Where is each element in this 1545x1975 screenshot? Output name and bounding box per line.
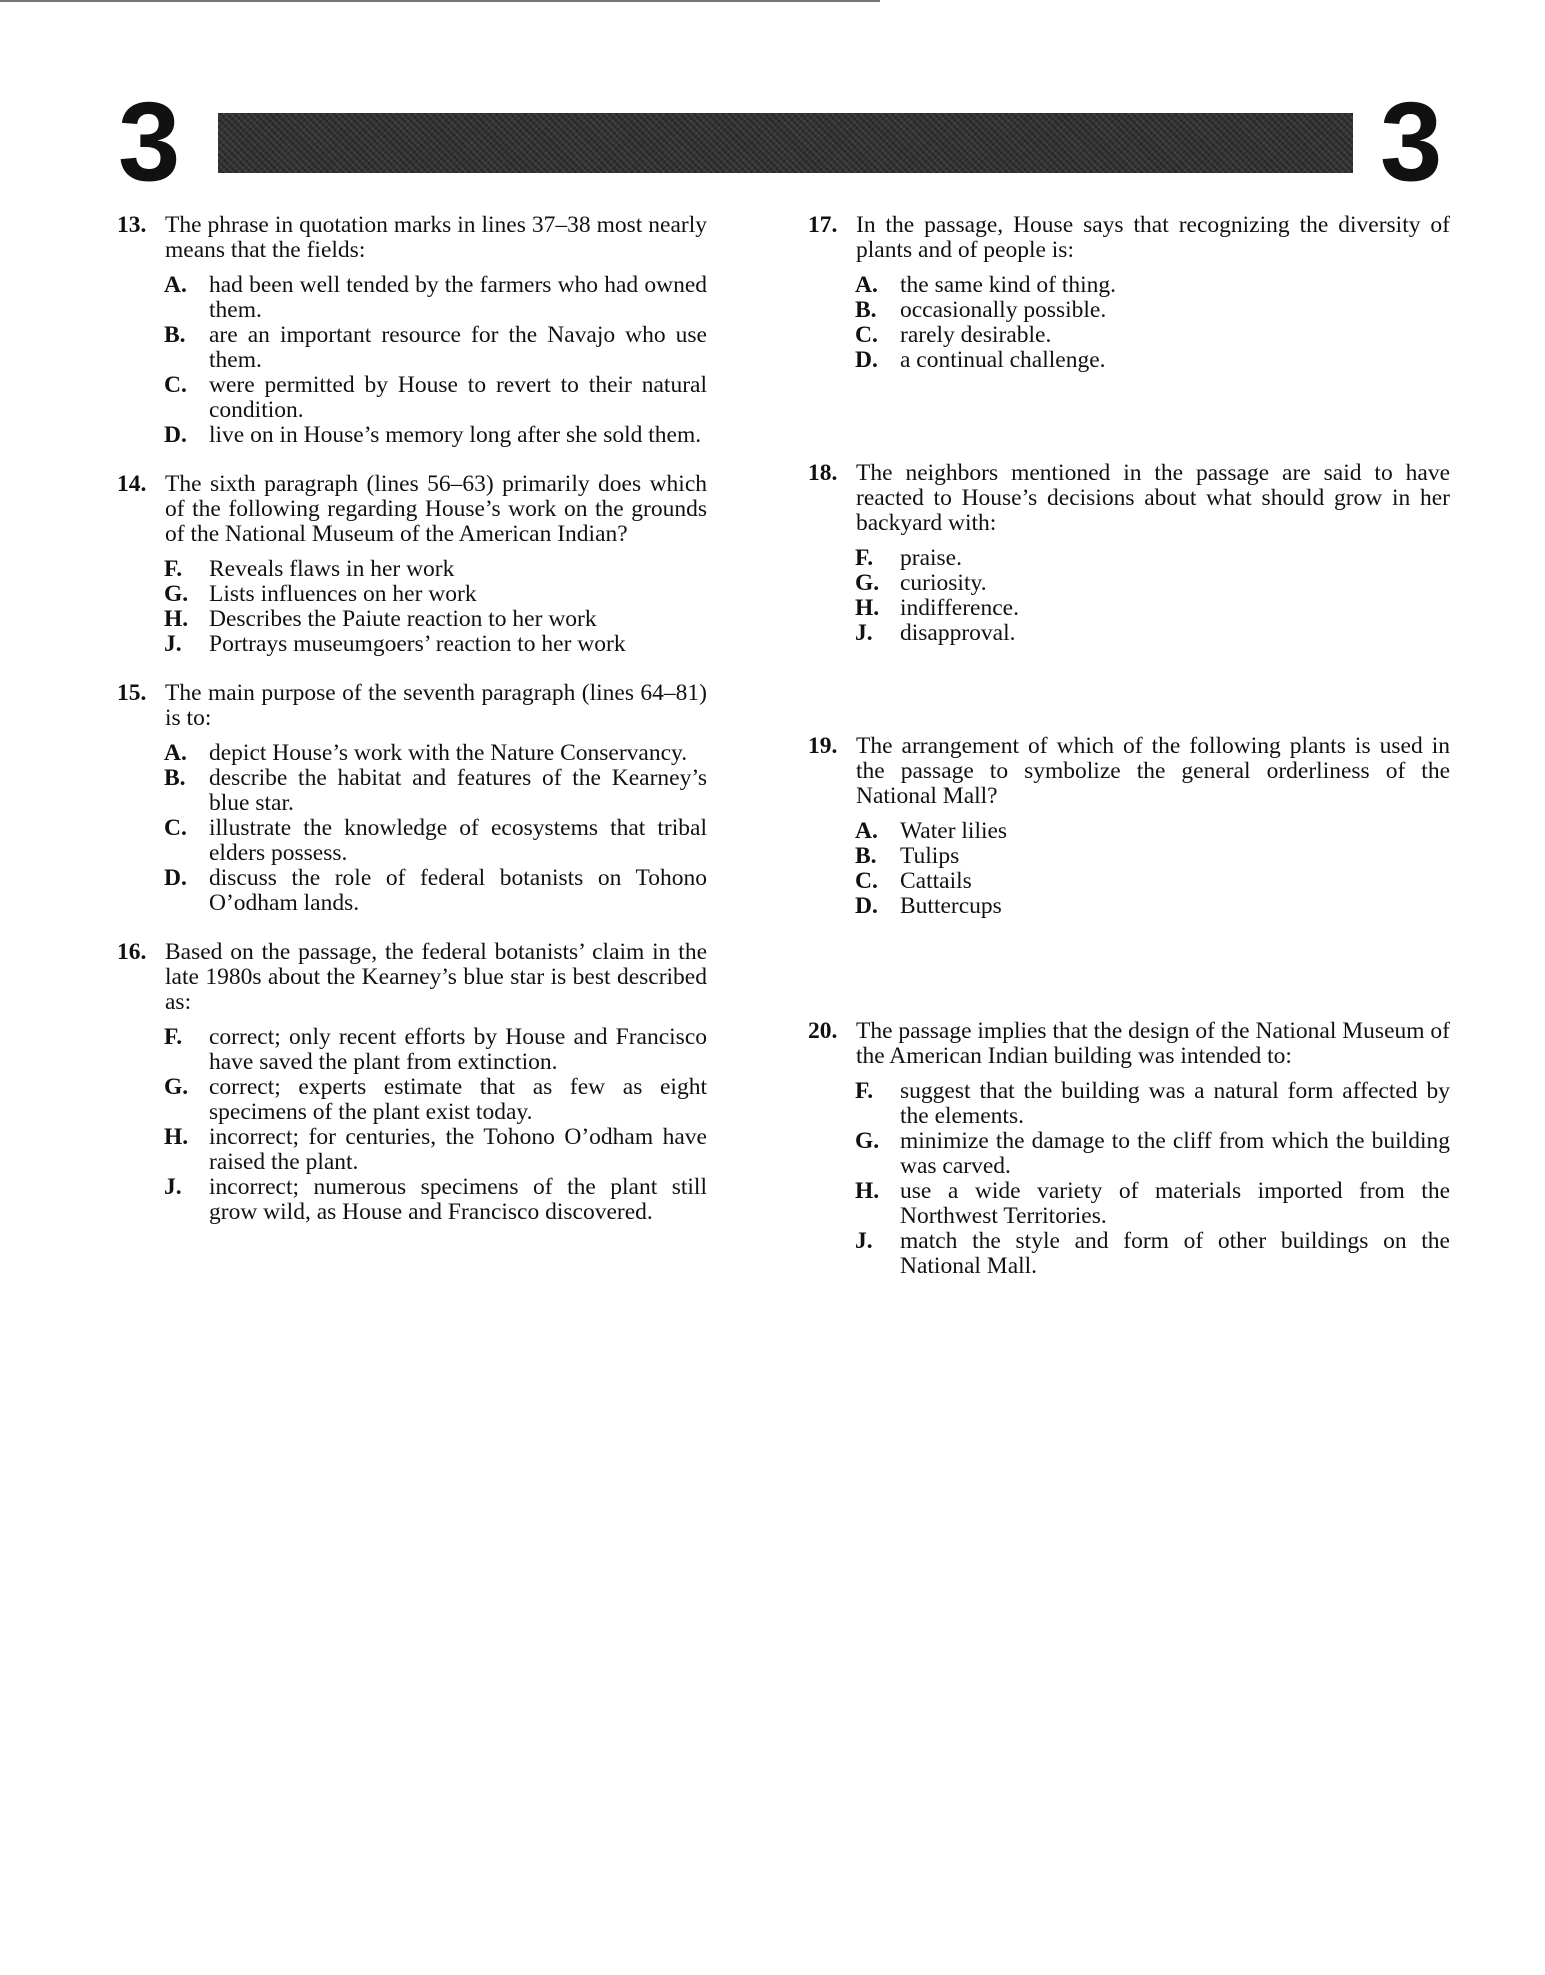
- option-text: suggest that the building was a natural form affected by the elements.: [900, 1078, 1450, 1129]
- option-letter: C.: [855, 868, 878, 894]
- question-19: [808, 734, 1450, 919]
- question-text: Based on the passage, the federal botanists’ claim in the late 1980s about the Kearney’s blue star is best described as:: [165, 939, 707, 1015]
- question-14: [117, 472, 707, 657]
- option-letter: G.: [164, 1074, 189, 1100]
- answer-option: [855, 1179, 1450, 1229]
- answer-options: [117, 741, 707, 916]
- question-text: The arrangement of which of the following plants is used in the passage to symbolize the general orderliness of the National Mall?: [856, 733, 1450, 809]
- option-text: the same kind of thing.: [900, 272, 1117, 298]
- question-13: [117, 213, 707, 448]
- answer-options: [808, 1079, 1450, 1279]
- option-letter: D.: [855, 347, 878, 373]
- question-17: [808, 213, 1450, 373]
- answer-options: [117, 273, 707, 448]
- option-letter: B.: [855, 843, 877, 869]
- answer-option: [855, 621, 1450, 646]
- top-rule: [0, 0, 880, 2]
- option-letter: B.: [164, 765, 186, 791]
- option-letter: A.: [164, 272, 187, 298]
- answer-option: [164, 423, 707, 448]
- answer-option: [164, 1025, 707, 1075]
- section-number-left: 3: [118, 79, 181, 204]
- question-stem: [117, 940, 707, 1015]
- option-letter: D.: [164, 865, 187, 891]
- answer-option: [164, 816, 707, 866]
- option-letter: G.: [855, 570, 880, 596]
- option-letter: H.: [164, 1124, 189, 1150]
- answer-option: [855, 323, 1450, 348]
- answer-option: [855, 298, 1450, 323]
- option-text: Buttercups: [900, 893, 1002, 919]
- answer-option: [164, 1125, 707, 1175]
- answer-options: [808, 546, 1450, 646]
- option-text: occasionally possible.: [900, 297, 1107, 323]
- question-stem: [808, 213, 1450, 263]
- question-text: The passage implies that the design of the National Museum of the American Indian building was intended to:: [856, 1018, 1450, 1069]
- answer-option: [164, 741, 707, 766]
- answer-option: [855, 273, 1450, 298]
- option-letter: F.: [164, 556, 183, 582]
- answer-option: [855, 571, 1450, 596]
- option-text: match the style and form of other buildings on the National Mall.: [900, 1228, 1450, 1279]
- answer-option: [164, 373, 707, 423]
- option-letter: A.: [164, 740, 187, 766]
- option-letter: B.: [164, 322, 186, 348]
- question-text: The phrase in quotation marks in lines 37–38 most nearly means that the fields:: [165, 212, 707, 263]
- option-text: Tulips: [900, 843, 960, 869]
- option-text: a continual challenge.: [900, 347, 1106, 373]
- right-column: [808, 213, 1450, 1279]
- question-number: 15.: [117, 680, 147, 706]
- answer-option: [164, 607, 707, 632]
- answer-option: [855, 546, 1450, 571]
- option-letter: H.: [855, 595, 880, 621]
- answer-options: [808, 819, 1450, 919]
- answer-option: [855, 348, 1450, 373]
- option-letter: D.: [164, 422, 187, 448]
- answer-option: [164, 557, 707, 582]
- question-text: The main purpose of the seventh paragraph (lines 64–81) is to:: [165, 680, 707, 731]
- answer-option: [855, 1079, 1450, 1129]
- option-text: disapproval.: [900, 620, 1016, 646]
- option-text: praise.: [900, 545, 962, 571]
- section-header-bar: [218, 113, 1353, 173]
- answer-option: [164, 1175, 707, 1225]
- answer-option: [855, 819, 1450, 844]
- option-letter: A.: [855, 272, 878, 298]
- option-text: discuss the role of federal botanists on Tohono O’odham lands.: [209, 865, 707, 916]
- question-20: [808, 1019, 1450, 1279]
- question-stem: [117, 681, 707, 731]
- question-stem: [117, 213, 707, 263]
- option-text: curiosity.: [900, 570, 987, 596]
- option-letter: C.: [855, 322, 878, 348]
- answer-option: [164, 323, 707, 373]
- option-text: correct; experts estimate that as few as eight specimens of the plant exist today.: [209, 1074, 707, 1125]
- option-text: rarely desirable.: [900, 322, 1052, 348]
- option-text: incorrect; numerous specimens of the plant still grow wild, as House and Francisco discovered.: [209, 1174, 707, 1225]
- option-letter: J.: [164, 1174, 182, 1200]
- question-number: 13.: [117, 212, 147, 238]
- option-letter: B.: [855, 297, 877, 323]
- answer-option: [855, 869, 1450, 894]
- question-text: The neighbors mentioned in the passage are said to have reacted to House’s decisions about what should grow in her backyard with:: [856, 460, 1450, 536]
- option-letter: G.: [164, 581, 189, 607]
- option-text: indifference.: [900, 595, 1019, 621]
- answer-options: [117, 557, 707, 657]
- question-text: In the passage, House says that recognizing the diversity of plants and of people is:: [856, 212, 1450, 263]
- answer-option: [164, 273, 707, 323]
- answer-option: [164, 632, 707, 657]
- option-text: Cattails: [900, 868, 972, 894]
- option-text: describe the habitat and features of the Kearney’s blue star.: [209, 765, 707, 816]
- question-stem: [117, 472, 707, 547]
- option-letter: D.: [855, 893, 878, 919]
- option-letter: H.: [164, 606, 189, 632]
- question-number: 17.: [808, 212, 838, 238]
- question-stem: [808, 734, 1450, 809]
- question-16: [117, 940, 707, 1225]
- answer-option: [164, 582, 707, 607]
- question-number: 14.: [117, 471, 147, 497]
- option-text: depict House’s work with the Nature Conservancy.: [209, 740, 688, 766]
- option-letter: J.: [164, 631, 182, 657]
- answer-options: [117, 1025, 707, 1225]
- option-letter: H.: [855, 1178, 880, 1204]
- option-letter: F.: [855, 1078, 874, 1104]
- answer-option: [855, 596, 1450, 621]
- question-number: 19.: [808, 733, 838, 759]
- option-text: Reveals flaws in her work: [209, 556, 455, 582]
- option-letter: G.: [855, 1128, 880, 1154]
- option-text: live on in House’s memory long after she sold them.: [209, 422, 702, 448]
- option-text: had been well tended by the farmers who had owned them.: [209, 272, 707, 323]
- section-number-right: 3: [1380, 79, 1443, 204]
- option-text: use a wide variety of materials imported from the Northwest Territories.: [900, 1178, 1450, 1229]
- option-letter: J.: [855, 1228, 873, 1254]
- answer-option: [164, 766, 707, 816]
- question-18: [808, 461, 1450, 646]
- answer-option: [855, 894, 1450, 919]
- option-text: were permitted by House to revert to their natural condition.: [209, 372, 707, 423]
- option-text: Water lilies: [900, 818, 1008, 844]
- option-text: minimize the damage to the cliff from which the building was carved.: [900, 1128, 1450, 1179]
- question-stem: [808, 1019, 1450, 1069]
- answer-option: [164, 866, 707, 916]
- option-letter: C.: [164, 815, 187, 841]
- answer-option: [164, 1075, 707, 1125]
- option-letter: F.: [164, 1024, 183, 1050]
- option-letter: C.: [164, 372, 187, 398]
- left-column: [117, 213, 707, 1225]
- answer-options: [808, 273, 1450, 373]
- question-number: 16.: [117, 939, 147, 965]
- option-text: incorrect; for centuries, the Tohono O’odham have raised the plant.: [209, 1124, 707, 1175]
- question-number: 18.: [808, 460, 838, 486]
- option-letter: J.: [855, 620, 873, 646]
- question-15: [117, 681, 707, 916]
- answer-option: [855, 1129, 1450, 1179]
- option-text: Lists influences on her work: [209, 581, 477, 607]
- option-letter: F.: [855, 545, 874, 571]
- answer-option: [855, 844, 1450, 869]
- question-text: The sixth paragraph (lines 56–63) primarily does which of the following regarding House’s work on the grounds of the National Museum of the American Indian?: [165, 471, 707, 547]
- option-text: Portrays museumgoers’ reaction to her work: [209, 631, 626, 657]
- answer-option: [855, 1229, 1450, 1279]
- question-stem: [808, 461, 1450, 536]
- option-text: illustrate the knowledge of ecosystems that tribal elders possess.: [209, 815, 707, 866]
- question-number: 20.: [808, 1018, 838, 1044]
- option-text: Describes the Paiute reaction to her work: [209, 606, 597, 632]
- option-letter: A.: [855, 818, 878, 844]
- option-text: correct; only recent efforts by House and Francisco have saved the plant from extinction.: [209, 1024, 707, 1075]
- option-text: are an important resource for the Navajo who use them.: [209, 322, 707, 373]
